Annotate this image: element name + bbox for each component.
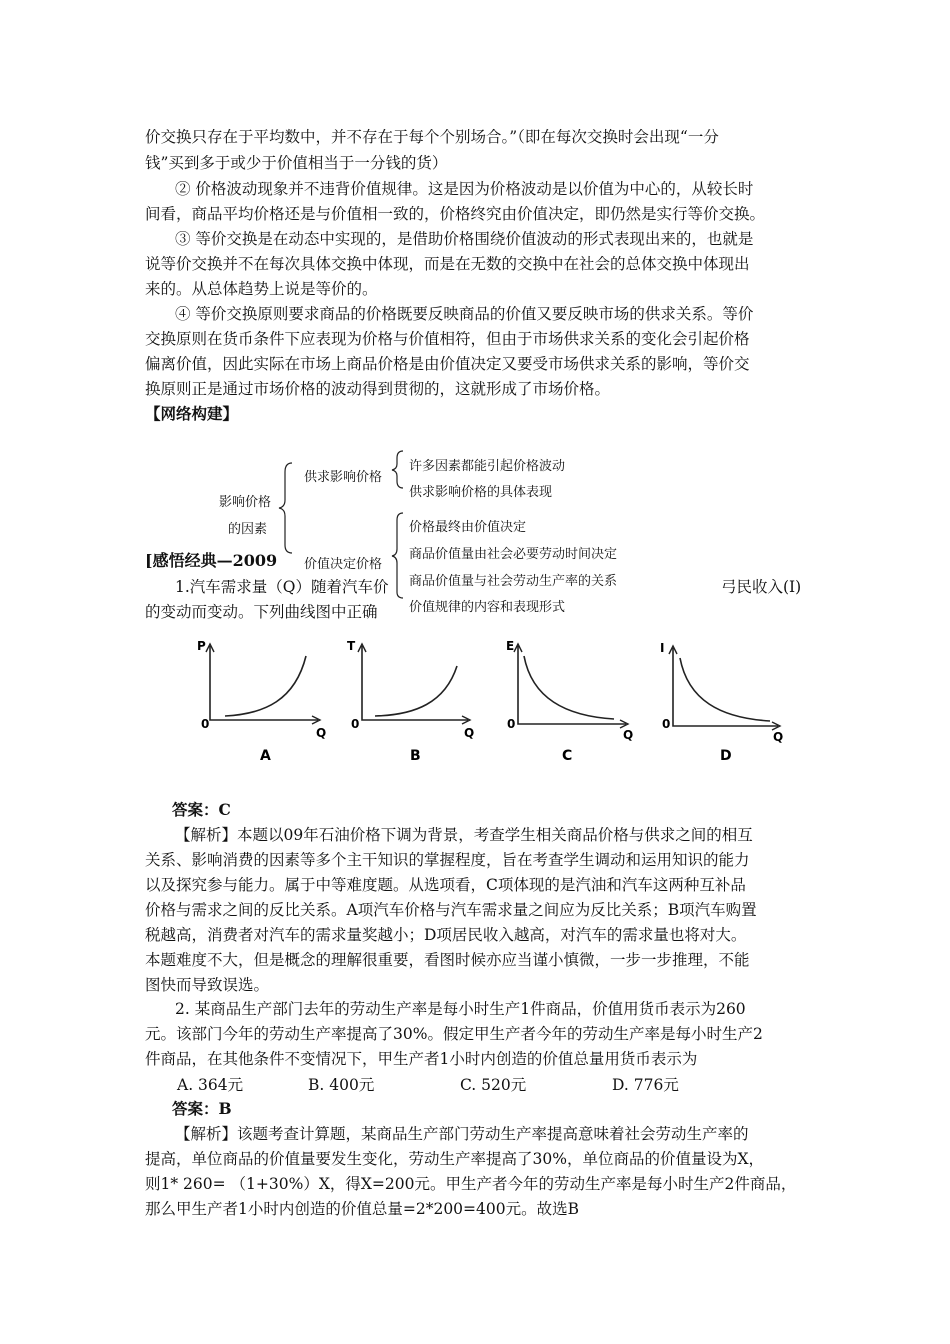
analysis-line: 本题难度不大，但是概念的理解很重要，看图时候亦应当谨小慎微，一步一步推理，不能 <box>145 951 750 969</box>
paragraph-line: 来的。从总体趋势上说是等价的。 <box>145 280 378 298</box>
chart-a-caption: A <box>260 748 271 764</box>
analysis-line: 【解析】该题考查计算题，某商品生产部门劳动生产率提高意味着社会劳动生产率的 <box>175 1125 749 1143</box>
analysis-line: 【解析】本题以09年石油价格下调为背景，考查学生相关商品价格与供求之间的相互 <box>175 826 753 844</box>
chart-a <box>197 639 326 764</box>
question-1-line-end: 弓民收入(I) <box>721 578 802 596</box>
chart-c <box>506 639 633 764</box>
chart-c-y-label: E <box>506 639 515 653</box>
paragraph-line: 偏离价值，因此实际在市场上商品价格是由价值决定又要受市场供求关系的影响，等价交 <box>145 355 750 373</box>
paragraph-line: 钱”买到多于或少于价值相当于一分钱的货） <box>145 154 448 172</box>
paragraph-line: 间看，商品平均价格还是与价值相一致的，价格终究由价值决定，即仍然是实行等价交换。 <box>145 205 766 223</box>
question-1-line: 1.汽车需求量（Q）随着汽车价 <box>175 578 389 596</box>
paragraph-line: ③ 等价交换是在动态中实现的，是借助价格围绕价值波动的形式表现出来的，也就是 <box>175 230 754 248</box>
question-1-answer: 答案：C <box>172 800 231 819</box>
chart-b-curve <box>375 666 457 716</box>
chart-d <box>660 641 783 764</box>
chart-c-caption: C <box>562 748 573 764</box>
root-brace <box>279 463 292 553</box>
chart-b-arrows <box>358 644 470 724</box>
chart-d-origin: 0 <box>662 717 671 731</box>
chart-d-x-label: Q <box>773 730 784 744</box>
question-1-line: 的变动而变动。下列曲线图中正确 <box>145 603 378 621</box>
chart-a-y-label: P <box>197 639 206 653</box>
analysis-line: 图快而导致误选。 <box>145 976 270 994</box>
map-branch-supply: 供求影响价格 <box>304 470 383 485</box>
analysis-line: 那么甲生产者1小时内创造的价值总量=2*200=400元。故选B <box>145 1200 580 1218</box>
question-2-line: 件商品，在其他条件不变情况下，甲生产者1小时内创造的价值总量用货币表示为 <box>145 1050 698 1068</box>
chart-c-arrows <box>514 644 628 728</box>
question-2-line: 2. 某商品生产部门去年的劳动生产率是每小时生产1件商品，价值用货币表示为260 <box>175 1000 746 1018</box>
analysis-line: 提高，单位商品的价值量要发生变化，劳动生产率提高了30%，单位商品的价值量设为X， <box>145 1150 764 1168</box>
chart-a-arrows <box>206 644 320 724</box>
paragraph-line: 交换原则在货币条件下应表现为价格与价值相符，但由于市场供求关系的变化会引起价格 <box>145 330 750 348</box>
analysis-line: 则1* 260= （1+30%）X，得X=200元。甲生产者今年的劳动生产率是每小时生产2件商品， <box>145 1175 797 1193</box>
analysis-line: 税越高，消费者对汽车的需求量奖越小；D项居民收入越高，对汽车的需求量也将对大。 <box>145 926 747 944</box>
map-root-line1: 影响价格 <box>219 495 272 510</box>
chart-a-curve <box>225 656 306 716</box>
chart-b-caption: B <box>410 748 421 764</box>
question-2-answer: 答案：B <box>172 1099 232 1118</box>
answer-charts <box>180 628 820 773</box>
option-a: A. 364元 <box>177 1076 244 1094</box>
map-leaf: 商品价值量由社会必要劳动时间决定 <box>409 547 618 562</box>
paragraph-line: 说等价交换并不在每次具体交换中体现，而是在无数的交换中在社会的总体交换中体现出 <box>145 255 750 273</box>
option-d: D. 776元 <box>612 1076 679 1094</box>
option-c: C. 520元 <box>460 1076 527 1094</box>
chart-b-x-label: Q <box>464 726 475 740</box>
option-b: B. 400元 <box>308 1076 375 1094</box>
section-heading-classic: [感悟经典—2009 <box>145 551 278 570</box>
analysis-line: 价格与需求之间的反比关系。A项汽车价格与汽车需求量之间应为反比关系；B项汽车购置 <box>145 901 757 919</box>
map-leaf: 许多因素都能引起价格波动 <box>409 459 566 474</box>
chart-a-origin: 0 <box>201 717 210 731</box>
chart-c-axes <box>518 646 626 724</box>
supply-brace <box>392 451 403 488</box>
chart-b <box>347 639 474 764</box>
chart-c-curve <box>524 656 614 719</box>
paragraph-line: 价交换只存在于平均数中，并不存在于每个个别场合。”（即在每次交换时会出现“一分 <box>145 128 719 146</box>
chart-d-curve <box>680 658 770 721</box>
chart-d-axes <box>673 648 778 726</box>
value-brace <box>392 513 403 598</box>
chart-c-x-label: Q <box>623 728 634 742</box>
map-root-line2: 的因素 <box>228 522 268 537</box>
paragraph-line: ② 价格波动现象并不违背价值规律。这是因为价格波动是以价值为中心的，从较长时 <box>175 180 754 198</box>
map-leaf: 价值规律的内容和表现形式 <box>409 600 566 615</box>
map-leaf: 供求影响价格的具体表现 <box>409 485 553 500</box>
analysis-line: 以及探究参与能力。属于中等难度题。从选项看，C项体现的是汽油和汽车这两种互补品 <box>145 876 746 894</box>
map-leaf: 商品价值量与社会劳动生产率的关系 <box>409 574 618 589</box>
map-leaf: 价格最终由价值决定 <box>409 520 527 535</box>
paragraph-line: 换原则正是通过市场价格的波动得到贯彻的，这就形成了市场价格。 <box>145 380 611 398</box>
chart-c-origin: 0 <box>507 717 516 731</box>
chart-b-origin: 0 <box>351 717 360 731</box>
analysis-line: 关系、影响消费的因素等多个主干知识的掌握程度，旨在考查学生调动和运用知识的能力 <box>145 851 750 869</box>
chart-b-y-label: T <box>347 639 356 653</box>
question-2-line: 元。该部门今年的劳动生产率提高了30%。假定甲生产者今年的劳动生产率是每小时生产2 <box>145 1025 763 1043</box>
paragraph-line: ④ 等价交换原则要求商品的价格既要反映商品的价值又要反映市场的供求关系。等价 <box>175 305 754 323</box>
chart-d-caption: D <box>720 748 732 764</box>
chart-d-y-label: I <box>660 641 665 655</box>
chart-d-arrows <box>669 646 780 730</box>
chart-a-x-label: Q <box>316 726 327 740</box>
map-branch-value: 价值决定价格 <box>304 557 383 572</box>
section-heading-network: 【网络构建】 <box>145 404 239 423</box>
